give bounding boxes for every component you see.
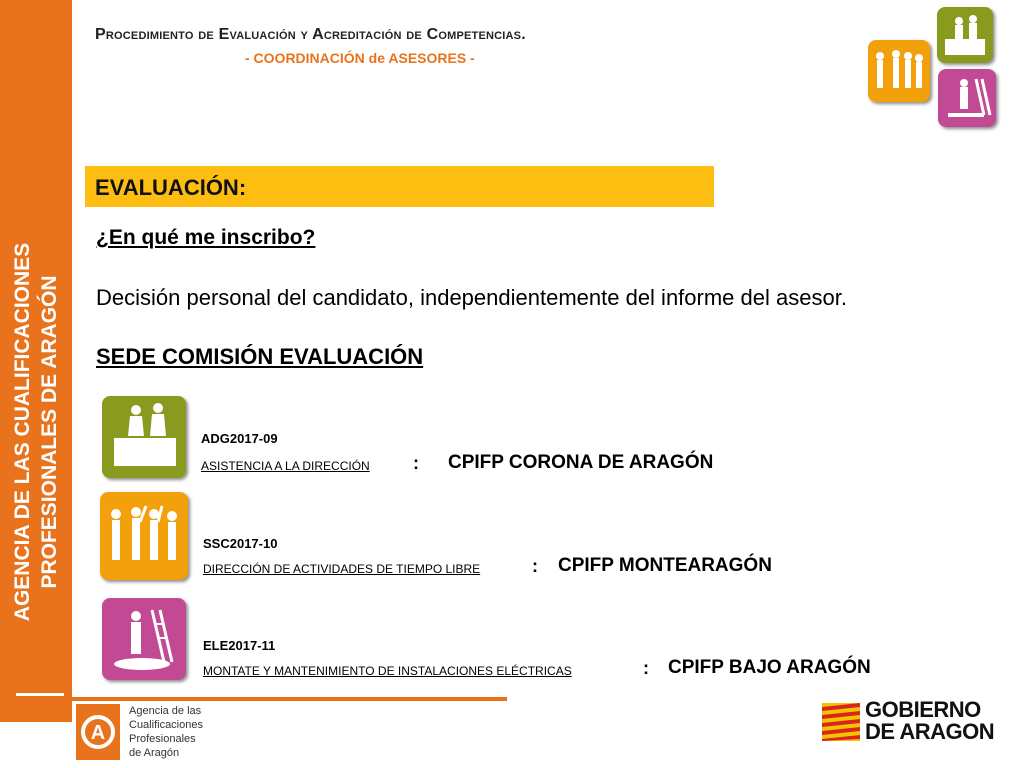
entry-name[interactable]: DIRECCIÓN DE ACTIVIDADES DE TIEMPO LIBRE: [203, 562, 481, 576]
header-orange-icon: [868, 40, 930, 102]
entry-code: ADG2017-09: [201, 431, 278, 446]
agency-logo-text: [129, 704, 203, 760]
entry-colon: :: [643, 658, 649, 678]
sidebar-divider: [16, 693, 64, 696]
entry-name[interactable]: ASISTENCIA A LA DIRECCIÓN: [201, 459, 370, 473]
electrician-ladder-icon: [102, 598, 186, 680]
entry-name[interactable]: MONTATE Y MANTENIMIENTO DE INSTALACIONES ELÉCTRICAS: [203, 664, 572, 678]
entry-center: CPIFP CORONA DE ARAGÓN: [448, 452, 714, 473]
group-people-icon: [100, 492, 188, 580]
agency-logo-line3: Profesionales: [129, 733, 196, 745]
gobierno-line2: DE ARAGON: [865, 719, 995, 744]
section-heading: EVALUACIÓN:: [95, 175, 247, 200]
gobierno-line1: GOBIERNO: [865, 697, 981, 722]
header-pink-icon: [938, 69, 996, 127]
gobierno-logo-text: [865, 699, 994, 743]
agency-logo: [76, 704, 120, 760]
entry-code: ELE2017-11: [203, 638, 276, 653]
entry-center: CPIFP BAJO ARAGÓN: [668, 657, 871, 678]
section-heading-band: [85, 166, 714, 207]
decision-text: Decisión personal del candidato, independientemente del informe del asesor.: [96, 285, 847, 310]
entry-code: SSC2017-10: [203, 536, 278, 551]
bottom-divider: [72, 697, 507, 701]
page-title-text: Procedimiento de Evaluación y Acreditación de Competencias.: [95, 26, 526, 43]
question-heading: ¿En qué me inscribo?: [96, 226, 316, 249]
sede-heading: SEDE COMISIÓN EVALUACIÓN: [96, 344, 424, 369]
entry-center: CPIFP MONTEARAGÓN: [558, 555, 772, 576]
entry-colon: :: [413, 453, 419, 473]
agency-logo-line1: Agencia de las: [129, 705, 202, 717]
page-title: [95, 26, 526, 44]
agency-logo-letter: A: [90, 722, 106, 744]
sidebar-text: [0, 0, 72, 722]
agency-vertical-line1: AGENCIA DE LAS CUALIFICACIONES: [11, 242, 34, 622]
agency-vertical-title: [9, 243, 63, 621]
agency-logo-line4: de Aragón: [129, 747, 180, 759]
agency-vertical-line2: PROFESIONALES DE ARAGÓN: [38, 275, 61, 589]
entry-colon: :: [532, 556, 538, 576]
office-workers-icon: [102, 396, 186, 478]
header-green-icon: [937, 7, 993, 63]
page-subtitle: - COORDINACIÓN de ASESORES -: [245, 50, 475, 66]
agency-logo-line2: Cualificaciones: [129, 719, 203, 731]
aragon-flag-icon: [822, 703, 860, 741]
